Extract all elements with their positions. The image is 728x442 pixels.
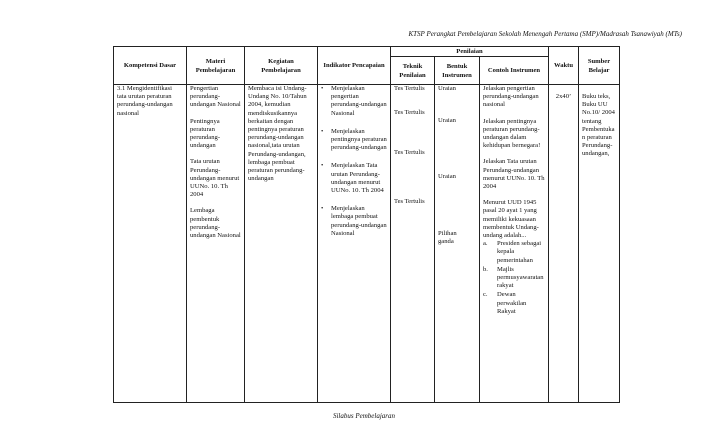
contoh-cell [480, 85, 549, 403]
indikator-cell [318, 85, 391, 403]
option-text: Dewan perwakilan Rakyat [497, 291, 527, 315]
bentuk-item: Uraian [438, 117, 456, 125]
materi-item: Pengertian perundang-undangan Nasional [190, 85, 241, 109]
option-text: Majlis permusyawaratan rakyat [497, 265, 544, 290]
contoh-question: Jelaskan Tata urutan Perundang-undangan menurut UUNo. 10. Th 2004 [483, 158, 545, 191]
col-indikator-header: Indikator Pencapaian [318, 47, 391, 85]
option-item [483, 291, 545, 316]
bentuk-cell [435, 85, 480, 403]
col-materi-header: Materi Pembelajaran [187, 47, 245, 85]
option-text: Presiden sebagai kepala pemerintahan [497, 240, 542, 264]
col-penilaian-header: Penilaian [391, 47, 549, 57]
option-item [483, 265, 545, 291]
materi-item: Tata urutan Perundang-undangan menurut UUNo. 10. Th 2004 [190, 158, 240, 199]
col-bentuk-header: Bentuk Instrumen [435, 57, 480, 85]
kompetensi-cell [114, 85, 187, 403]
col-waktu-header: Waktu [549, 47, 579, 85]
indikator-item: • Menjelaskan lembaga pembuat perundang-undangan Nasional [331, 205, 387, 238]
kegiatan-cell [245, 85, 318, 403]
col-teknik-header: Teknik Penilaian [391, 57, 435, 85]
materi-cell [187, 85, 245, 403]
bentuk-item: Uraian [438, 85, 456, 92]
col-kegiatan-header: Kegiatan Pembelajaran [245, 47, 318, 85]
indikator-item: • Menjelaskan pentingnya peraturan perundang-undangan [331, 128, 387, 153]
materi-item: Lembaga pembentuk perundang-undangan Nasional [190, 207, 241, 240]
option-item [483, 240, 545, 265]
page-header: KTSP Perangkat Pembelajaran Sekolah Menengah Pertama (SMP)/Madrasah Tsanawiyah (MTs) [408, 30, 682, 38]
page-footer: Silabus Pembelajaran [332, 412, 396, 420]
col-kompetensi-header: Kompetensi Dasar [114, 47, 187, 85]
option-mark: b. [483, 265, 488, 273]
contoh-question: Menurut UUD 1945 pasal 20 ayat 1 yang memiliki kekuasaan membentuk Undang-undang adalah... [483, 199, 539, 240]
col-contoh-header: Contoh Instrumen [480, 57, 549, 85]
materi-item: Pentingnya peraturan perundang-undangan [190, 117, 221, 150]
waktu-value: 2x40’ [555, 93, 572, 100]
teknik-item: Tes Tertulis [394, 197, 425, 205]
indikator-list [321, 85, 387, 238]
col-sumber-header: Sumber Belajar [579, 47, 620, 85]
kompetensi-text: 3.1 Mengidentifikasi tata urutan peraturan perundang-undangan nasional [117, 85, 173, 117]
teknik-cell [391, 85, 435, 403]
teknik-item: Tes Tertulis [394, 149, 425, 157]
sumber-text: Buku teks, Buku UU No.10/ 2004 tentang Pembentukan peraturan Perundang-undangan, [582, 93, 615, 158]
bentuk-item: Uraian [438, 173, 456, 181]
indikator-item: • Menjelaskan Tata urutan Perundang-undangan menurut UUNo. 10. Th 2004 [331, 162, 387, 195]
contoh-options [483, 240, 545, 316]
option-mark: c. [483, 291, 488, 299]
contoh-question: Jelaskan pengertian perundang-undangan nasional [483, 85, 539, 109]
option-mark: a. [483, 240, 488, 248]
waktu-cell [549, 85, 579, 403]
contoh-question: Jelaskan pentingnya peraturan perundang-undangan dalam kehidupan bernegara! [483, 117, 541, 150]
teknik-item: Tes Tertulis [394, 109, 425, 117]
sumber-cell [579, 85, 620, 403]
kegiatan-text: Membaca isi Undang-Undang No. 10/Tahun 2004, kemudian mendiskusikannya berkaitan dengan pentingnya peraturan perundang-undangan nasional,tata urutan Perundang-undangan, lembaga pembuat peraturan perundang-undangan [248, 85, 307, 183]
bentuk-item: Pilihan ganda [438, 229, 457, 245]
indikator-item: • Menjelaskan pengertian perundang-undangan Nasional [331, 85, 387, 118]
syllabus-table [113, 46, 620, 403]
teknik-item: Tes Tertulis [394, 85, 425, 92]
